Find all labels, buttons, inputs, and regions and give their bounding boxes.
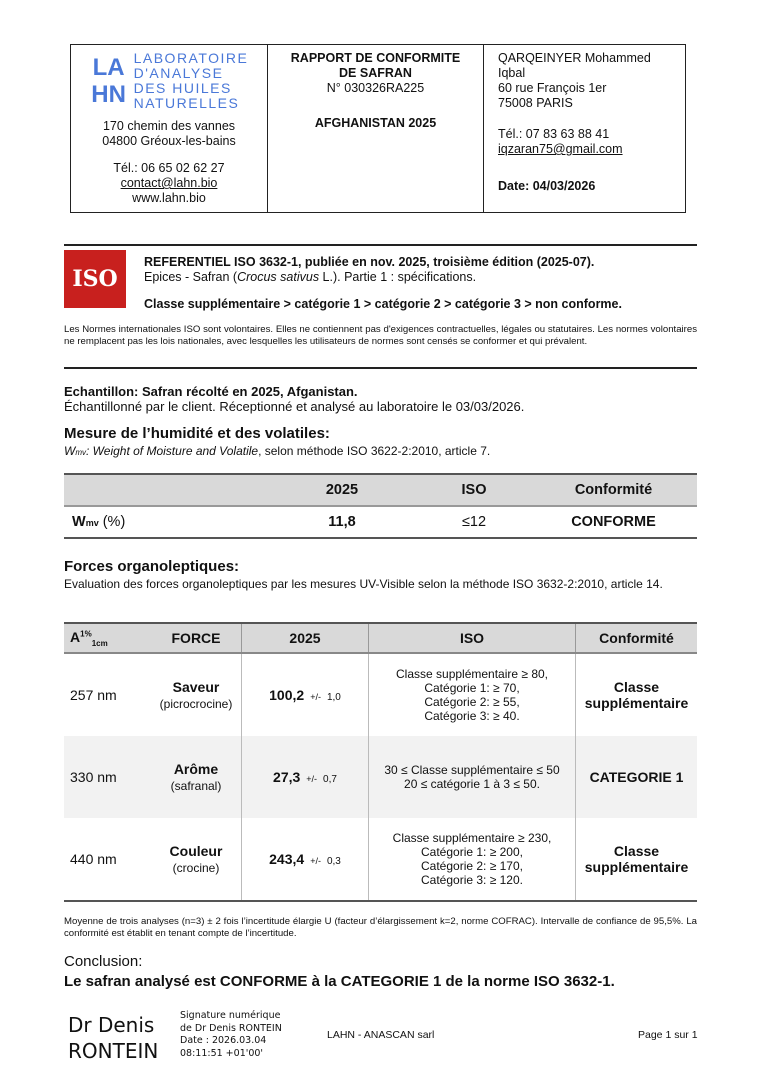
- text: L.). Partie 1 : spécifications.: [319, 270, 477, 284]
- report-number: N° 030326RA225: [326, 81, 425, 95]
- divider: [64, 367, 697, 369]
- header-box: [70, 44, 686, 213]
- table-row: [64, 818, 697, 901]
- text: RONTEIN: [68, 1039, 159, 1063]
- client-address2: 75008 PARIS: [498, 96, 573, 110]
- iso-line: Classe supplémentaire ≥ 80,: [396, 667, 548, 681]
- compound: (picrocrocine): [159, 697, 233, 711]
- footnote: Moyenne de trois analyses (n=3) ± 2 fois l’incertitude élargie U (facteur d’élargissement k=2, norme COFRAC). Intervalle de confiance de 95,5%. La conformité est établit en tenant compte de l’incertitude.: [64, 916, 697, 939]
- logo-line: LABORATOIRE: [133, 50, 249, 66]
- sample-title: Echantillon: Safran récolté en 2025, Afganistan.: [64, 384, 358, 399]
- humidity-table: [64, 473, 697, 539]
- iso-line: Catégorie 3: ≥ 120.: [421, 873, 523, 887]
- humidity-subtitle: [64, 444, 490, 458]
- col-conformity: Conformité: [576, 623, 698, 653]
- table-row: [64, 506, 697, 538]
- iso-line: Catégorie 3: ≥ 40.: [424, 709, 520, 723]
- text: mv: [75, 448, 86, 457]
- text: A: [70, 628, 81, 645]
- humidity-heading: Mesure de l’humidité et des volatiles:: [64, 425, 330, 442]
- humidity-iso: ≤12: [418, 506, 530, 538]
- humidity-conformity: CONFORME: [571, 514, 656, 530]
- text: +/-: [310, 856, 321, 866]
- client-address1: 60 rue François 1er: [498, 81, 607, 95]
- text: , selon méthode ISO 3622-2:2010, article 7.: [258, 444, 491, 458]
- client-name: QARQEINYER Mohammed: [498, 51, 651, 65]
- force-name: Arôme: [173, 761, 219, 777]
- wavelength: 330 nm: [64, 736, 151, 818]
- report-date: Date: 04/03/2026: [498, 179, 596, 193]
- text: : Weight of Moisture and Volatile: [86, 444, 259, 458]
- sample-details: Échantillonné par le client. Réceptionné et analysé au laboratoire le 03/03/2026.: [64, 399, 525, 414]
- lab-web: www.lahn.bio: [132, 191, 206, 205]
- logo-line: D'ANALYSE: [133, 65, 224, 81]
- conclusion-text: Le safran analysé est CONFORME à la CATEGORIE 1 de la norme ISO 3632-1.: [64, 973, 615, 990]
- classification-order: Classe supplémentaire > catégorie 1 > catégorie 2 > catégorie 3 > non conforme.: [144, 297, 622, 311]
- digital-signature: [180, 1010, 282, 1060]
- company-name: LAHN - ANASCAN sarl: [327, 1029, 435, 1041]
- compound: (safranal): [170, 779, 222, 793]
- text: Dr Denis: [68, 1013, 155, 1037]
- report-title: RAPPORT DE CONFORMITE: [290, 51, 461, 65]
- uncertainty: 0,3: [326, 856, 341, 867]
- forces-table: [64, 622, 697, 902]
- text: +/-: [306, 774, 318, 784]
- client-phone: Tél.: 07 83 63 88 41: [498, 127, 610, 141]
- iso-line: Classe supplémentaire ≥ 230,: [392, 831, 552, 845]
- wavelength: 440 nm: [64, 818, 151, 901]
- iso-notice: Les Normes internationales ISO sont volontaires. Elles ne contiennent pas d'exigences contractuelles, légales ou statutaires. Les normes volontaires ne remplacent pas les lois nationales, avec lesquelles les utilisateurs de normes sont censés se conformer et qui prévalent.: [64, 324, 697, 347]
- species-name: Crocus sativus: [237, 270, 320, 284]
- conformity: supplémentaire: [584, 859, 689, 875]
- reference-subtitle: [144, 270, 704, 285]
- forces-subtitle: Evaluation des forces organoleptiques par les mesures UV-Visible selon la méthode ISO 3632-2:2010, article 14.: [64, 577, 663, 591]
- iso-line: 20 ≤ catégorie 1 à 3 ≤ 50.: [404, 777, 540, 791]
- value: 243,4: [269, 851, 305, 867]
- text: Signature numérique: [180, 1010, 281, 1021]
- conformity: Classe: [613, 843, 660, 859]
- text: 1%: [80, 628, 92, 638]
- signature-name: [68, 1012, 174, 1064]
- iso-line: Catégorie 1: ≥ 70,: [424, 681, 520, 695]
- text: +/-: [310, 692, 321, 702]
- report-info: [268, 45, 484, 212]
- divider: [64, 244, 697, 246]
- iso-line: Catégorie 2: ≥ 55,: [424, 695, 520, 709]
- value: 100,2: [269, 687, 305, 703]
- logo-line: NATURELLES: [133, 95, 240, 111]
- wavelength: 257 nm: [70, 687, 117, 703]
- humidity-value: 11,8: [328, 514, 356, 530]
- uncertainty: 0,7: [323, 774, 337, 785]
- row-label: W: [72, 514, 86, 530]
- lab-phone: Tél.: 06 65 02 62 27: [113, 161, 225, 175]
- force-name: Saveur: [172, 679, 220, 695]
- text: 1cm: [91, 638, 108, 648]
- col-iso: ISO: [369, 623, 576, 653]
- text: (%): [98, 514, 126, 530]
- client-email-link[interactable]: iqzaran75@gmail.com: [498, 142, 623, 156]
- lab-address1: 170 chemin des vannes: [102, 119, 236, 133]
- col-iso: ISO: [418, 474, 530, 506]
- report-origin: AFGHANISTAN 2025: [314, 116, 437, 130]
- report-title-2: DE SAFRAN: [339, 66, 412, 80]
- lab-address2: 04800 Gréoux-les-bains: [102, 134, 236, 148]
- iso-line: 30 ≤ Classe supplémentaire ≤ 50: [384, 763, 560, 777]
- value: 27,3: [273, 769, 301, 785]
- col-conformity: Conformité: [530, 474, 697, 506]
- conclusion-label: Conclusion:: [64, 953, 143, 970]
- client-name-2: Iqbal: [498, 66, 526, 80]
- text: W: [64, 444, 76, 458]
- lab-email-link[interactable]: contact@lahn.bio: [120, 176, 218, 190]
- reference-block: [144, 255, 704, 312]
- text: Date : 2026.03.04: [180, 1035, 267, 1046]
- col-year: 2025: [242, 623, 369, 653]
- lab-logo: [71, 51, 267, 111]
- page-number: Page 1 sur 1: [638, 1029, 698, 1041]
- col-year: 2025: [266, 474, 418, 506]
- lahn-logo-mark: LAHN: [91, 54, 126, 108]
- iso-line: Catégorie 2: ≥ 170,: [421, 859, 523, 873]
- iso-logo: ISO: [64, 250, 126, 308]
- uncertainty: 1,0: [326, 692, 341, 703]
- conformity: CATEGORIE 1: [589, 769, 684, 785]
- lab-info: [71, 45, 268, 212]
- text: Epices - Safran (: [144, 270, 238, 284]
- text: mv: [85, 518, 99, 528]
- logo-line: DES HUILES: [133, 80, 232, 96]
- reference-title: REFERENTIEL ISO 3632-1, publiée en nov. 2025, troisième édition (2025-07).: [144, 255, 595, 269]
- conformity: supplémentaire: [584, 695, 689, 711]
- text: de Dr Denis RONTEIN: [180, 1022, 282, 1034]
- table-row: [64, 736, 697, 818]
- col-force: FORCE: [151, 623, 242, 653]
- text: 08:11:51 +01'00': [180, 1047, 264, 1059]
- col-absorbance: [64, 623, 151, 653]
- iso-line: Catégorie 1: ≥ 200,: [421, 845, 523, 859]
- conformity: Classe: [613, 679, 660, 695]
- forces-heading: Forces organoleptiques:: [64, 558, 240, 575]
- client-info: [484, 45, 685, 212]
- table-row: [64, 653, 697, 736]
- force-name: Couleur: [169, 843, 223, 859]
- compound: (crocine): [172, 861, 220, 875]
